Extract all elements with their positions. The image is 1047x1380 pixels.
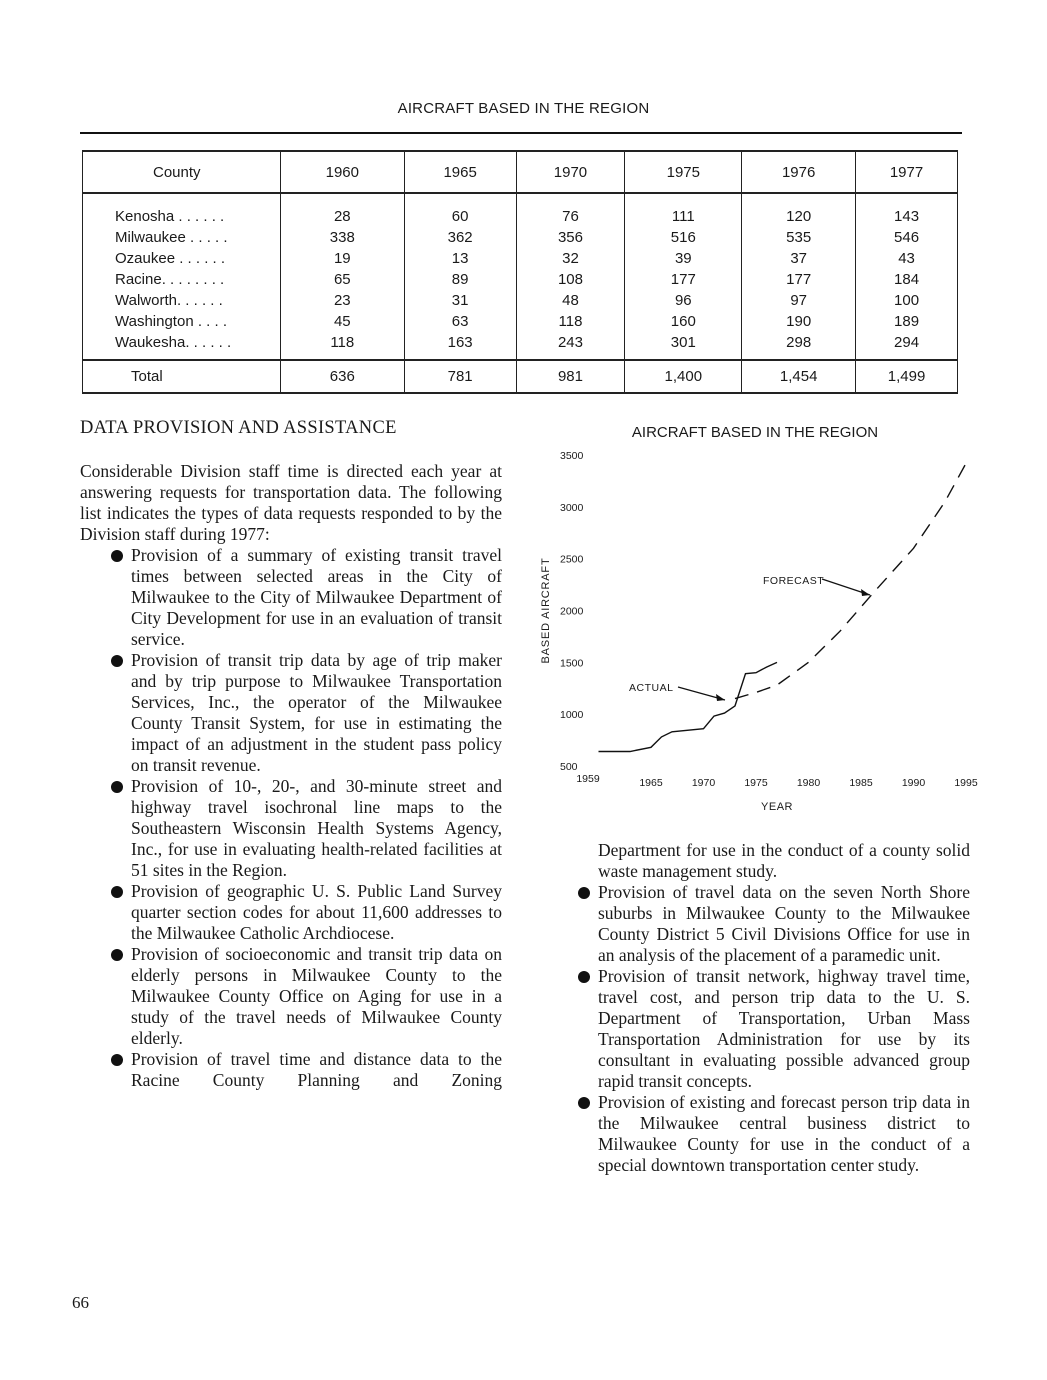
table-cell: 19	[280, 248, 404, 269]
header-1970: 1970	[516, 151, 625, 193]
table-cell: 31	[404, 290, 516, 311]
left-column	[80, 461, 502, 1091]
table-row	[83, 290, 958, 311]
county-name: Ozaukee . . . . . .	[83, 248, 281, 269]
x-tick-label: 1959	[576, 773, 600, 785]
total-cell: 781	[404, 360, 516, 393]
y-tick-label: 2000	[560, 605, 584, 618]
table-cell: 184	[856, 269, 958, 290]
table-title: AIRCRAFT BASED IN THE REGION	[397, 100, 650, 117]
table-cell: 97	[742, 290, 856, 311]
x-tick-label: 1985	[849, 777, 873, 789]
table-cell: 108	[516, 269, 625, 290]
chart-title: AIRCRAFT BASED IN THE REGION	[631, 424, 879, 441]
table-cell: 163	[404, 332, 516, 360]
table-cell: 48	[516, 290, 625, 311]
table-cell: 189	[856, 311, 958, 332]
table-cell: 177	[625, 269, 742, 290]
total-cell: 636	[280, 360, 404, 393]
table-cell: 63	[404, 311, 516, 332]
total-cell: 1,400	[625, 360, 742, 393]
table-cell: 118	[516, 311, 625, 332]
x-tick-label: 1980	[796, 777, 821, 789]
total-label: Total	[83, 360, 281, 393]
bullet-item: Provision of a summary of existing transit travel times between selected areas in the City of Milwaukee to the City of Milwaukee Department of City Development for use in an evaluation of transit service.	[111, 545, 502, 650]
table-cell: 546	[856, 227, 958, 248]
actual-annotation: ACTUAL	[629, 682, 674, 694]
table-row	[83, 248, 958, 269]
table-cell: 13	[404, 248, 516, 269]
total-cell: 1,499	[856, 360, 958, 393]
table-cell: 89	[404, 269, 516, 290]
table-cell: 23	[280, 290, 404, 311]
y-tick-label: 1000	[560, 709, 584, 722]
county-name: Waukesha. . . . . .	[83, 332, 281, 360]
table-cell: 362	[404, 227, 516, 248]
table-cell: 65	[280, 269, 404, 290]
county-name: Washington . . . .	[83, 311, 281, 332]
right-column	[578, 840, 970, 1176]
table-cell: 32	[516, 248, 625, 269]
bullet-item: Provision of 10-, 20-, and 30-minute street and highway travel isochronal line maps to the Southeastern Wisconsin Health Systems Agency, Inc., for use in evaluating health-related facilities at 51 sites in the Region.	[111, 776, 502, 881]
y-tick-label: 3000	[560, 501, 584, 514]
y-tick-label: 500	[560, 761, 578, 773]
table-cell: 535	[742, 227, 856, 248]
table-cell: 120	[742, 193, 856, 227]
y-tick-label: 3500	[560, 450, 584, 462]
table-cell: 60	[404, 193, 516, 227]
total-cell: 981	[516, 360, 625, 393]
bullet-item: Provision of travel data on the seven North Shore suburbs in Milwaukee County to the Milwaukee County District 5 Civil Divisions Office for use in an analysis of the placement of a paramedic unit.	[578, 882, 970, 966]
header-1960: 1960	[280, 151, 404, 193]
page-number: 66	[72, 1293, 89, 1312]
table-cell: 177	[742, 269, 856, 290]
table-cell: 76	[516, 193, 625, 227]
bullet-item: Provision of socioeconomic and transit trip data on elderly persons in Milwaukee County to the Milwaukee County Office on Aging for use in a study of the travel needs of Milwaukee County elderly.	[111, 944, 502, 1049]
table-cell: 100	[856, 290, 958, 311]
header-1976: 1976	[742, 151, 856, 193]
table-cell: 294	[856, 332, 958, 360]
county-name: Walworth. . . . . .	[83, 290, 281, 311]
table-cell: 243	[516, 332, 625, 360]
county-name: Racine. . . . . . . .	[83, 269, 281, 290]
bullet-item: Provision of travel time and distance data to the Racine County Planning and Zoning	[111, 1049, 502, 1091]
header-1975: 1975	[625, 151, 742, 193]
x-axis-label: YEAR	[761, 801, 793, 813]
x-tick-label: 1990	[901, 777, 926, 789]
table-row	[83, 311, 958, 332]
aircraft-table	[82, 150, 958, 394]
header-1965: 1965	[404, 151, 516, 193]
table-row	[83, 332, 958, 360]
table-cell: 301	[625, 332, 742, 360]
table-cell: 111	[625, 193, 742, 227]
table-row	[83, 269, 958, 290]
title-rule	[80, 132, 962, 134]
bullet-item: Provision of existing and forecast person trip data in the Milwaukee central business district to Milwaukee County for use in the conduct of a special downtown transportation center study.	[578, 1092, 970, 1176]
intro-paragraph: Considerable Division staff time is directed each year at answering requests for transportation data. The following list indicates the types of data requests responded to by the Division staff during 1977:	[80, 461, 502, 544]
x-tick-label: 1995	[954, 777, 978, 789]
county-name: Milwaukee . . . . .	[83, 227, 281, 248]
actual-arrowhead	[716, 694, 725, 701]
table-total-row	[83, 360, 958, 393]
left-bullet-list	[111, 545, 502, 1091]
table-cell: 118	[280, 332, 404, 360]
table-cell: 516	[625, 227, 742, 248]
forecast-arrowhead	[861, 589, 870, 596]
table-cell: 160	[625, 311, 742, 332]
continuation-paragraph: Department for use in the conduct of a county solid waste management study.	[598, 840, 970, 881]
table-cell: 96	[625, 290, 742, 311]
county-name: Kenosha . . . . . .	[83, 193, 281, 227]
y-axis-label: BASED AIRCRAFT	[540, 557, 552, 664]
table-cell: 43	[856, 248, 958, 269]
table-cell: 37	[742, 248, 856, 269]
table-cell: 190	[742, 311, 856, 332]
table-cell: 45	[280, 311, 404, 332]
actual-series-line	[599, 662, 778, 751]
table-cell: 143	[856, 193, 958, 227]
aircraft-chart	[520, 415, 1000, 825]
x-tick-label: 1970	[691, 777, 716, 789]
table-row	[83, 227, 958, 248]
y-tick-label: 2500	[560, 553, 584, 566]
y-tick-label: 1500	[560, 657, 584, 670]
table-cell: 28	[280, 193, 404, 227]
table-cell: 39	[625, 248, 742, 269]
header-1977: 1977	[856, 151, 958, 193]
header-county: County	[83, 151, 281, 193]
forecast-annotation: FORECAST	[763, 575, 825, 587]
bullet-item: Provision of geographic U. S. Public Land Survey quarter section codes for about 11,600 addresses to the Milwaukee Catholic Archdiocese.	[111, 881, 502, 944]
x-tick-label: 1965	[639, 777, 663, 789]
table-cell: 356	[516, 227, 625, 248]
table-cell: 338	[280, 227, 404, 248]
bullet-item: Provision of transit network, highway travel time, travel cost, and person trip data to the U. S. Department of Transportation, Urban Mass Transportation Administration for use by its consultant in evaluating possible advanced group rapid transit concepts.	[578, 966, 970, 1092]
section-heading: DATA PROVISION AND ASSISTANCE	[80, 418, 397, 438]
x-tick-label: 1975	[744, 777, 768, 789]
total-cell: 1,454	[742, 360, 856, 393]
table-cell: 298	[742, 332, 856, 360]
bullet-item: Provision of transit trip data by age of trip maker and by trip purpose to Milwaukee Transportation Services, Inc., the operator of the Milwaukee County Transit System, for use in estimating the impact of an adjustment in the student pass policy on transit revenue.	[111, 650, 502, 776]
table-row	[83, 193, 958, 227]
table-header-row	[83, 151, 958, 193]
